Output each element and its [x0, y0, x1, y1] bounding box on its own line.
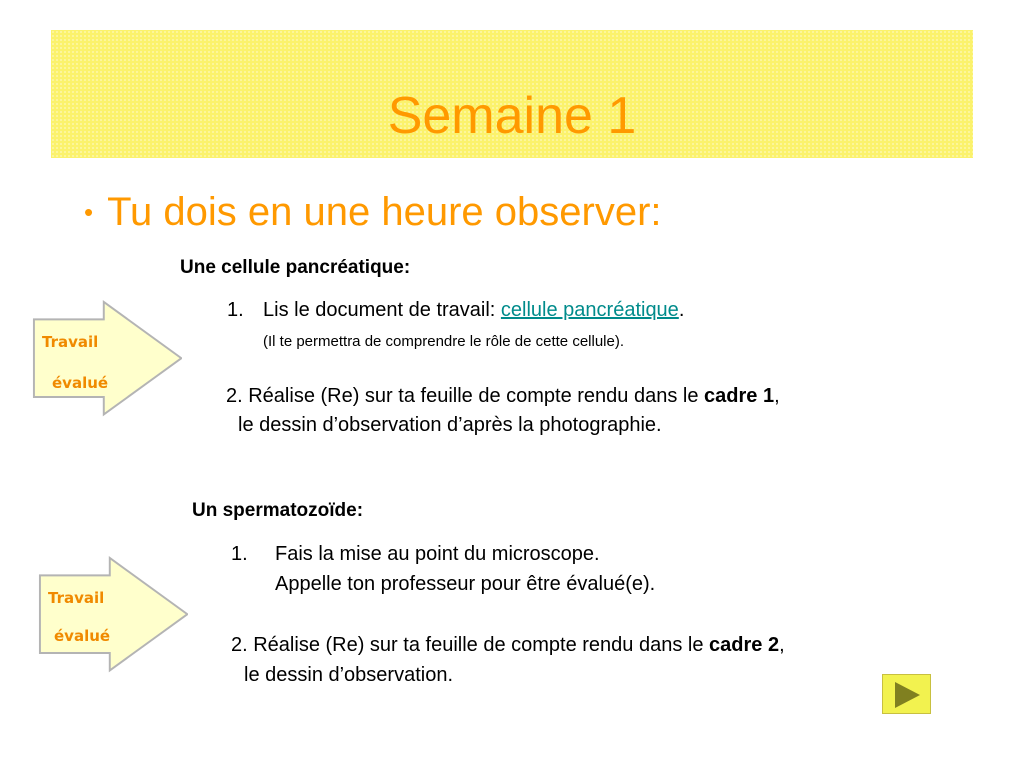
arrow-right-icon: [32, 300, 182, 420]
section2-step1-text: Fais la mise au point du microscope.: [275, 543, 600, 565]
slide-title: Semaine 1: [387, 87, 637, 145]
title-banner: [51, 30, 973, 158]
travail-evalue-stamp-2: [38, 556, 188, 676]
next-slide-button[interactable]: [882, 674, 931, 714]
section2-step1: [231, 544, 600, 564]
section2-step2-comma: ,: [779, 634, 785, 656]
stamp-1-line1: Travail: [42, 333, 99, 351]
arrow-right-icon: [38, 556, 188, 676]
section2-step2-text: 2. Réalise (Re) sur ta feuille de compte rendu dans le: [231, 634, 710, 656]
section1-step1-number: 1.: [227, 299, 244, 321]
main-bullet: [84, 192, 662, 232]
section2-step2-line1: [231, 635, 785, 655]
cellule-pancreatique-link[interactable]: cellule pancréatique: [500, 299, 679, 321]
section2-step2-line2: le dessin d’observation.: [244, 664, 454, 686]
section1-heading: Une cellule pancréatique:: [180, 257, 411, 278]
section1-step1-note: (Il te permettra de comprendre le rôle de cette cellule).: [263, 333, 625, 350]
stamp-2-line1: Travail: [48, 589, 105, 607]
stamp-2-line2: évalué: [54, 627, 111, 645]
section2-heading: Un spermatozoïde:: [192, 500, 364, 521]
section2-step1-line2: Appelle ton professeur pour être évalué(e).: [275, 573, 656, 595]
section2-step1-number: 1.: [231, 543, 248, 565]
section1-step2-line1: [226, 386, 780, 406]
section1-step2-comma: ,: [774, 385, 780, 407]
section1-step1-after: .: [678, 299, 685, 321]
travail-evalue-stamp-1: [32, 300, 182, 420]
section1-step2-line2: le dessin d’observation d’après la photographie.: [238, 414, 662, 436]
cadre2-label: cadre 2: [709, 634, 780, 656]
bullet-dot-icon: •: [84, 197, 94, 227]
cadre1-label: cadre 1: [704, 385, 775, 407]
play-right-icon: [883, 675, 932, 715]
main-bullet-text: Tu dois en une heure observer:: [107, 190, 662, 234]
section1-step2-text: 2. Réalise (Re) sur ta feuille de compte rendu dans le: [226, 385, 705, 407]
stamp-1-line2: évalué: [52, 374, 109, 392]
section1-step1-text: Lis le document de travail:: [263, 299, 501, 321]
section1-step1: [227, 300, 684, 320]
